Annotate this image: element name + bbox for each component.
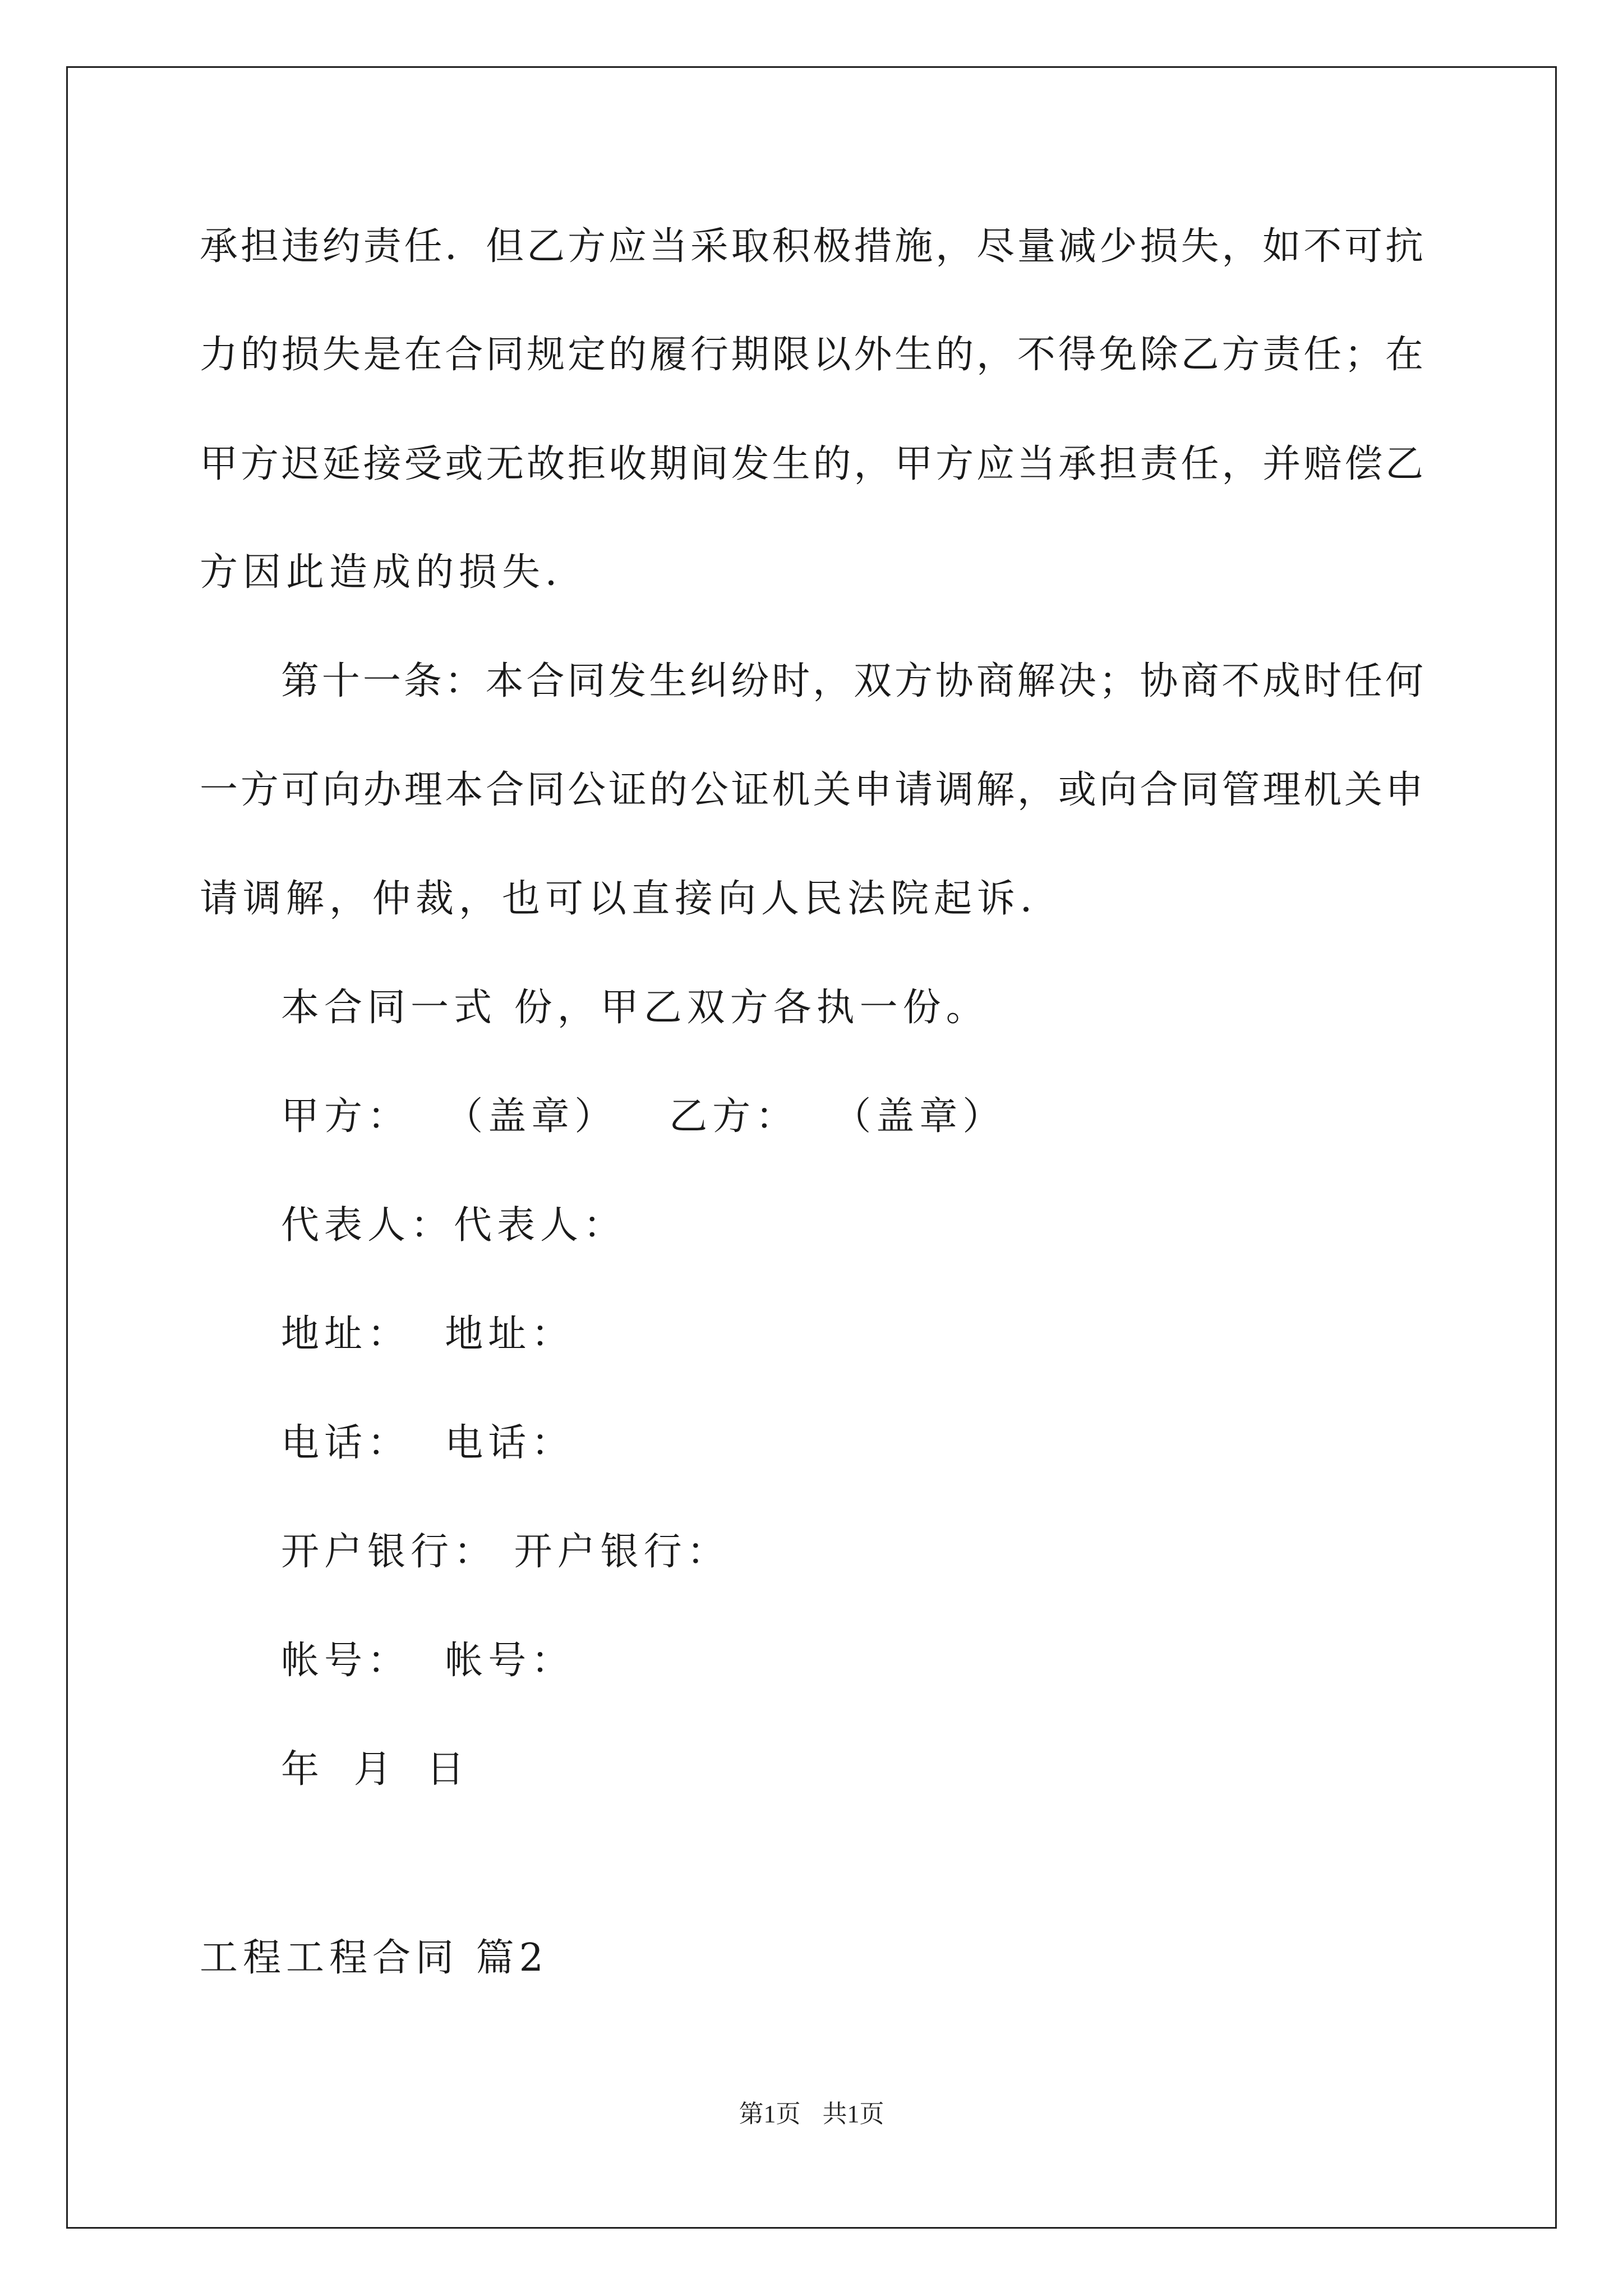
- address-line: 地址： 地址：: [281, 1312, 575, 1356]
- copies-clause: 本合同一式 份，甲乙双方各执一份。: [281, 986, 989, 1030]
- representative-line: 代表人：代表人：: [281, 1203, 627, 1248]
- bank-line: 开户银行： 开户银行：: [281, 1530, 730, 1574]
- paragraph-1-line-2: 力的损失是在合同规定的履行期限以外生的，不得免除乙方责任；在: [200, 333, 1423, 377]
- paragraph-2-line-2: 一方可向办理本合同公证的公证机关申请调解，或向合同管理机关申: [200, 768, 1423, 812]
- date-line: 年 月 日: [281, 1747, 476, 1792]
- paragraph-2-line-3: 请调解，仲裁，也可以直接向人民法院起诉．: [200, 877, 1064, 921]
- page-border: [66, 66, 1557, 2229]
- paragraph-1-line-3: 甲方迟延接受或无故拒收期间发生的，甲方应当承担责任，并赔偿乙: [200, 442, 1423, 486]
- paragraph-1-line-1: 承担违约责任．但乙方应当采取积极措施，尽量减少损失，如不可抗: [200, 224, 1423, 269]
- page-footer: [0, 2097, 1623, 2131]
- seal-line: 甲方： （盖章） 乙方： （盖章）: [281, 1094, 1006, 1139]
- phone-line: 电话： 电话：: [281, 1421, 575, 1465]
- account-line: 帐号： 帐号：: [281, 1639, 575, 1683]
- page-total: 共1页: [822, 2100, 884, 2128]
- section-heading: 工程工程合同 篇2: [200, 1936, 548, 1980]
- page-current: 第1页: [739, 2100, 801, 2128]
- paragraph-2-line-1: 第十一条：本合同发生纠纷时，双方协商解决；协商不成时任何: [281, 659, 1423, 703]
- paragraph-1-line-4: 方因此造成的损失．: [200, 550, 589, 595]
